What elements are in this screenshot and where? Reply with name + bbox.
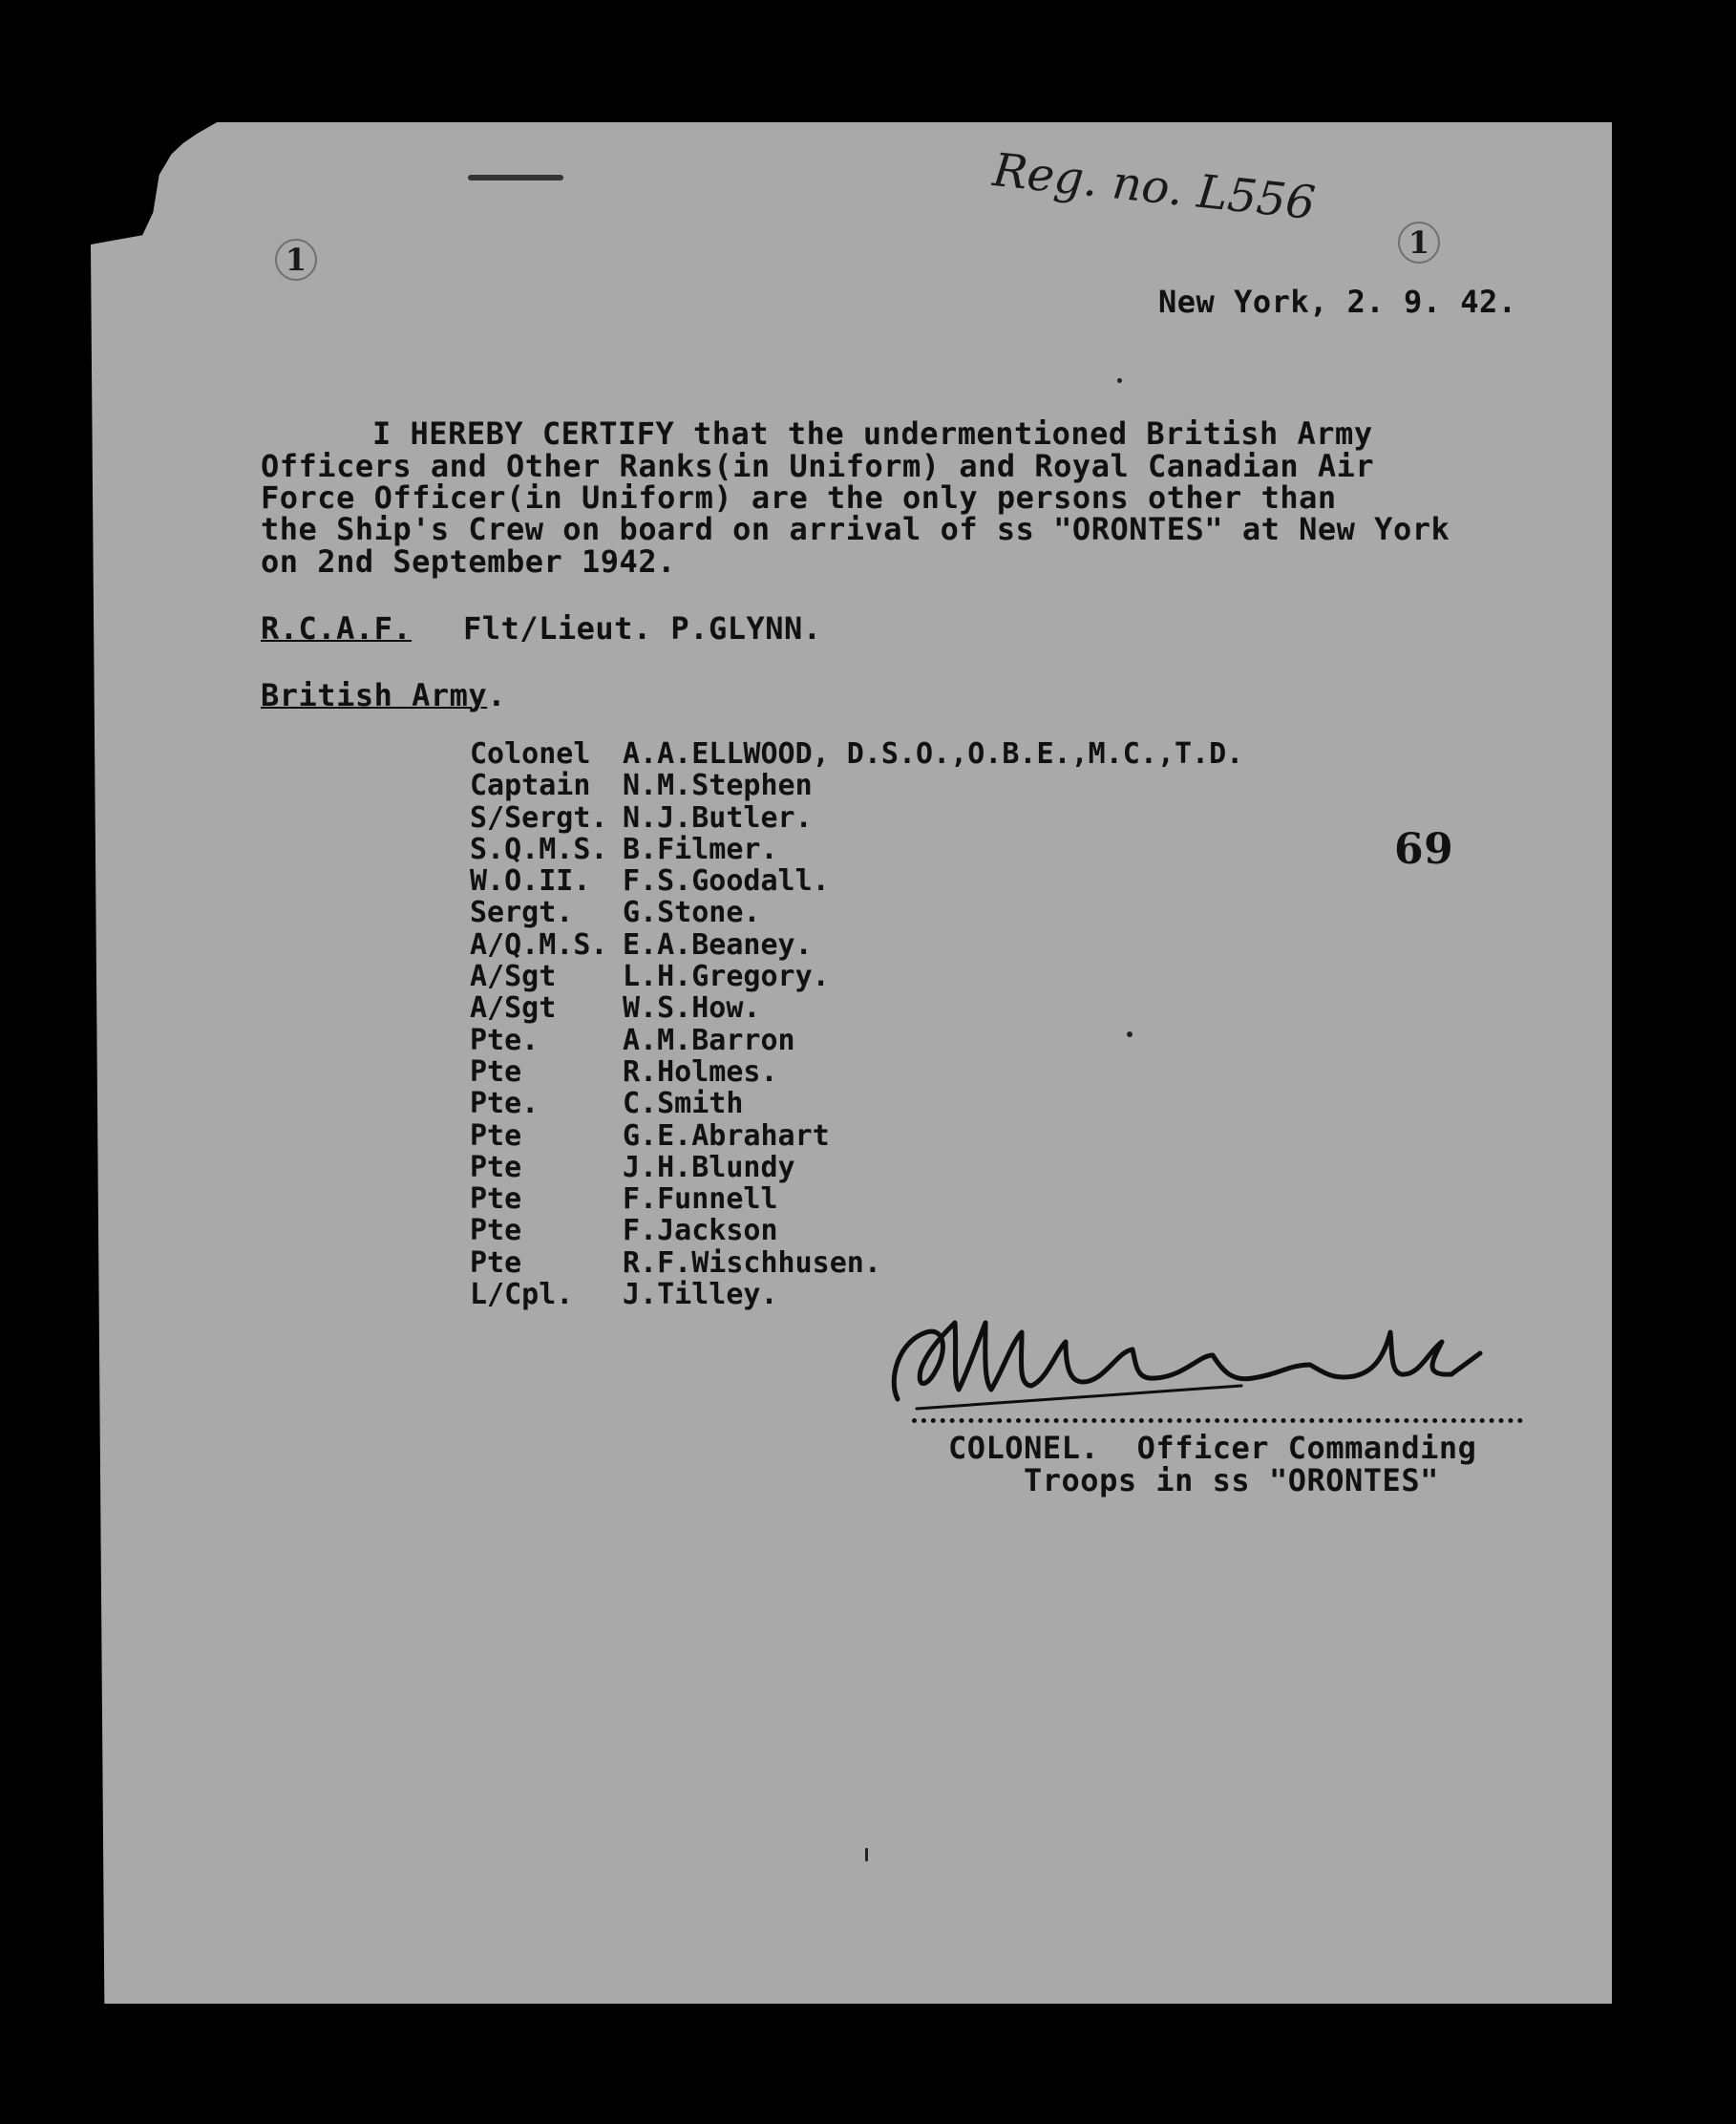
person-name: F.Jackson (623, 1214, 778, 1248)
person-name: G.Stone. (623, 896, 761, 930)
person-name: R.F.Wischhusen. (623, 1245, 881, 1280)
person-name: N.M.Stephen (623, 769, 813, 803)
roster-row (470, 1182, 1243, 1217)
person-name: J.Tilley. (623, 1278, 778, 1312)
rcaf-entry: Flt/Lieut. P.GLYNN. (463, 610, 822, 647)
rank: S/Sergt. (470, 800, 608, 835)
rank: Pte (470, 1054, 522, 1089)
roster-row (470, 1214, 1243, 1248)
roster-row (470, 833, 1243, 864)
roster-row (470, 1055, 1243, 1087)
roster-row (470, 864, 1243, 899)
ink-scratch-mark (468, 175, 563, 181)
place-date: New York, 2. 9. 42. (1158, 284, 1517, 320)
rank: Pte (470, 1182, 522, 1217)
person-name: N.J.Butler. (623, 800, 813, 835)
person-name: B.Filmer. (623, 832, 778, 866)
roster-row (470, 1087, 1243, 1121)
rank: Colonel (470, 737, 591, 771)
rank: S.Q.M.S. (470, 832, 608, 866)
person-name: L.H.Gregory. (623, 960, 830, 994)
person-name: C.Smith (623, 1087, 744, 1121)
person-name: A.M.Barron (623, 1023, 795, 1057)
certificate-line: Force Officer(in Uniform) are the only persons other than (261, 479, 1337, 516)
paper-speck (865, 1848, 868, 1861)
british-army-heading-suffix: . (487, 677, 506, 713)
signature-unit: Troops in ss "ORONTES" (1024, 1462, 1439, 1498)
roster-row (470, 1246, 1243, 1278)
person-name: J.H.Blundy (623, 1150, 795, 1184)
rank: W.O.II. (470, 864, 591, 899)
rank: A/Sgt (470, 960, 557, 994)
roster-row (470, 960, 1243, 994)
rank: Captain (470, 769, 591, 803)
paper-speck (1117, 378, 1122, 383)
folio-number: 69 (1394, 825, 1454, 874)
certificate-line: I HEREBY CERTIFY that the undermentioned British Army (372, 415, 1373, 452)
british-army-heading (261, 677, 506, 713)
british-army-heading-text: British Army (261, 677, 488, 713)
personnel-roster (470, 737, 1244, 1312)
person-name: F.Funnell (623, 1182, 778, 1217)
paper-speck (1127, 1031, 1133, 1037)
roster-row (470, 801, 1243, 833)
certificate-line: Officers and Other Ranks(in Uniform) and Royal Canadian Air (261, 448, 1375, 484)
person-name: A.A.ELLWOOD, D.S.O.,O.B.E.,M.C.,T.D. (623, 737, 1244, 771)
roster-row (470, 1024, 1243, 1055)
certificate-line: the Ship's Crew on board on arrival of ss "ORONTES" at New York (261, 511, 1450, 547)
page-mark-right: 1 (1398, 222, 1440, 264)
roster-row (470, 1119, 1243, 1151)
roster-row (470, 896, 1243, 930)
roster-row (470, 928, 1243, 960)
rank: Pte. (470, 1087, 540, 1121)
person-name: R.Holmes. (623, 1054, 778, 1089)
rank: L/Cpl. (470, 1278, 574, 1312)
signature-title: COLONEL. Officer Commanding (948, 1430, 1477, 1466)
signature-graphic (879, 1294, 1490, 1418)
page-mark-left: 1 (275, 239, 317, 281)
registry-note: Reg. no. L556 (990, 143, 1318, 231)
roster-row (470, 769, 1243, 803)
rank: Pte. (470, 1023, 540, 1057)
roster-row (470, 1151, 1243, 1182)
rcaf-heading: R.C.A.F. (261, 610, 413, 647)
roster-row (470, 737, 1243, 769)
rank: Pte (470, 1245, 522, 1280)
person-name: F.S.Goodall. (623, 864, 830, 899)
rank: Pte (470, 1118, 522, 1153)
person-name: W.S.How. (623, 991, 761, 1026)
rank: A/Sgt (470, 991, 557, 1026)
signature-dotted-line (912, 1418, 1523, 1423)
person-name: G.E.Abrahart (623, 1118, 830, 1153)
rank: A/Q.M.S. (470, 927, 608, 962)
roster-row (470, 991, 1243, 1026)
rank: Sergt. (470, 896, 574, 930)
person-name: E.A.Beaney. (623, 927, 813, 962)
rank: Pte (470, 1150, 522, 1184)
rank: Pte (470, 1214, 522, 1248)
certificate-line: on 2nd September 1942. (261, 543, 676, 580)
